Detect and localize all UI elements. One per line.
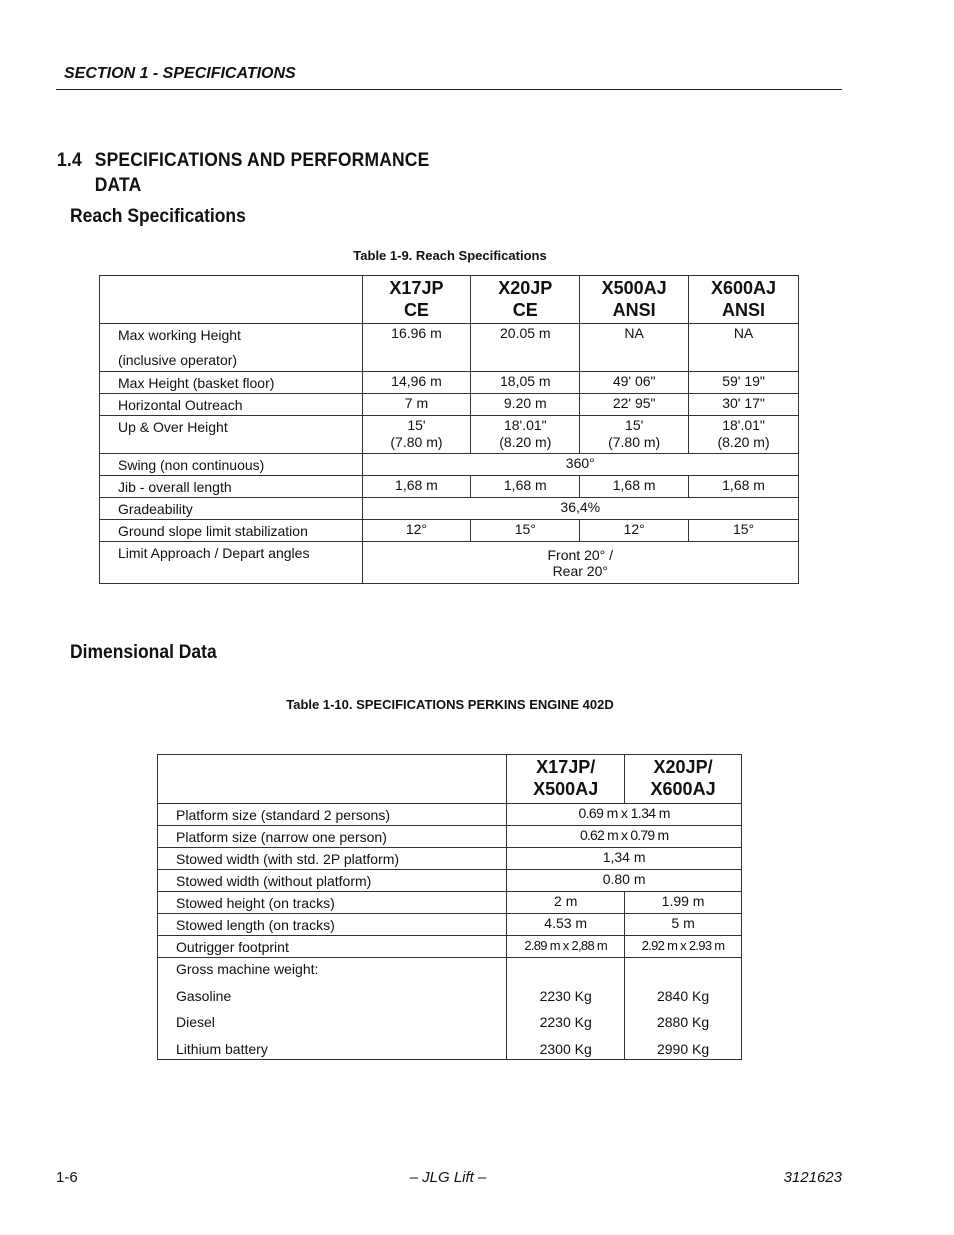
table-row xyxy=(100,324,799,372)
cell-value: NA xyxy=(689,324,799,372)
row-label: Stowed width (with std. 2P platform) xyxy=(158,848,507,870)
cell-value: 30' 17" xyxy=(689,394,799,416)
row-label: Outrigger footprint xyxy=(158,936,507,958)
row-label: Stowed height (on tracks) xyxy=(158,892,507,914)
page-number: 1-6 xyxy=(56,1169,78,1186)
row-label: Platform size (standard 2 persons) xyxy=(158,804,507,826)
reach-header-blank xyxy=(100,276,363,324)
section-heading xyxy=(57,150,429,197)
table-row xyxy=(158,826,742,848)
reach-header-row xyxy=(100,276,799,324)
reach-col-header: X17JP CE xyxy=(362,276,471,324)
cell-value: 16.96 m xyxy=(362,324,471,372)
cell-value: 18'.01" (8.20 m) xyxy=(471,416,580,454)
cell-value: 2.92 m x 2.93 m xyxy=(625,936,742,958)
dimensional-header-blank xyxy=(158,755,507,804)
table-row xyxy=(100,372,799,394)
dimensional-col-header: X17JP/ X500AJ xyxy=(507,755,625,804)
section-number: 1.4 xyxy=(57,150,82,171)
reach-heading: Reach Specifications xyxy=(70,206,246,227)
table-row xyxy=(100,542,799,584)
section-title-line2: DATA xyxy=(94,175,142,196)
cell-value: 1,68 m xyxy=(471,476,580,498)
cell-value: NA xyxy=(580,324,689,372)
footer-brand: – JLG Lift – xyxy=(409,1169,487,1186)
cell-value: 7 m xyxy=(362,394,471,416)
cell-value: 1,68 m xyxy=(580,476,689,498)
table-row xyxy=(158,870,742,892)
cell-value: 15° xyxy=(471,520,580,542)
row-label: Ground slope limit stabilization xyxy=(100,520,363,542)
cell-value: 59' 19" xyxy=(689,372,799,394)
reach-table-caption: Table 1-9. Reach Specifications xyxy=(353,248,547,263)
table-row xyxy=(158,958,742,1060)
reach-table xyxy=(99,275,799,584)
cell-value: 22' 95" xyxy=(580,394,689,416)
header-rule xyxy=(56,89,842,90)
cell-value: 1,68 m xyxy=(689,476,799,498)
cell-value: 2 m xyxy=(507,892,625,914)
cell-value: 49' 06" xyxy=(580,372,689,394)
row-label: Max Height (basket floor) xyxy=(100,372,363,394)
table-row xyxy=(158,804,742,826)
row-label: Platform size (narrow one person) xyxy=(158,826,507,848)
cell-value: 15' (7.80 m) xyxy=(362,416,471,454)
cell-value: Front 20° / Rear 20° xyxy=(362,542,798,584)
weight-item-label: Diesel xyxy=(176,1014,215,1030)
weight-item-label: Gasoline xyxy=(176,988,232,1004)
row-label: Stowed width (without platform) xyxy=(158,870,507,892)
cell-value: 0.80 m xyxy=(507,870,742,892)
dimensional-table xyxy=(157,754,742,1060)
cell-value: 1.99 m xyxy=(625,892,742,914)
cell-value: 20.05 m xyxy=(471,324,580,372)
table-row xyxy=(100,520,799,542)
row-label: Stowed length (on tracks) xyxy=(158,914,507,936)
cell-value: 12° xyxy=(580,520,689,542)
row-label: Jib - overall length xyxy=(100,476,363,498)
weight-item-label: Lithium battery xyxy=(176,1041,268,1057)
row-label: Gradeability xyxy=(100,498,363,520)
row-label: Up & Over Height xyxy=(100,416,363,454)
row-label: Limit Approach / Depart angles xyxy=(100,542,363,584)
table-row xyxy=(158,936,742,958)
cell-value: 15' (7.80 m) xyxy=(580,416,689,454)
cell-value: 9.20 m xyxy=(471,394,580,416)
dimensional-heading: Dimensional Data xyxy=(70,642,217,663)
table-row xyxy=(100,416,799,454)
dimensional-header-row xyxy=(158,755,742,804)
cell-value: 4.53 m xyxy=(507,914,625,936)
section-header: SECTION 1 - SPECIFICATIONS xyxy=(64,65,296,82)
cell-value: 12° xyxy=(362,520,471,542)
table-row xyxy=(158,914,742,936)
table-row xyxy=(100,498,799,520)
reach-col-header: X500AJ ANSI xyxy=(580,276,689,324)
cell-value: 2840 Kg 2880 Kg 2990 Kg xyxy=(625,958,742,1060)
reach-col-header: X600AJ ANSI xyxy=(689,276,799,324)
cell-value: 1,68 m xyxy=(362,476,471,498)
table-row xyxy=(100,454,799,476)
row-label: Max working Height (inclusive operator) xyxy=(100,324,363,372)
cell-value: 18,05 m xyxy=(471,372,580,394)
weight-heading: Gross machine weight: xyxy=(176,961,319,977)
dimensional-table-caption: Table 1-10. SPECIFICATIONS PERKINS ENGINE 402D xyxy=(286,697,614,712)
table-row xyxy=(158,848,742,870)
cell-value: 5 m xyxy=(625,914,742,936)
cell-value: 2230 Kg 2230 Kg 2300 Kg xyxy=(507,958,625,1060)
document-number: 3121623 xyxy=(783,1169,842,1186)
table-row xyxy=(158,892,742,914)
row-label: Swing (non continuous) xyxy=(100,454,363,476)
cell-value: 1,34 m xyxy=(507,848,742,870)
cell-value: 0.62 m x 0.79 m xyxy=(507,826,742,848)
row-label: Horizontal Outreach xyxy=(100,394,363,416)
cell-value: 14,96 m xyxy=(362,372,471,394)
cell-value: 360° xyxy=(362,454,798,476)
reach-col-header: X20JP CE xyxy=(471,276,580,324)
table-row xyxy=(100,476,799,498)
row-label xyxy=(158,958,507,1060)
cell-value: 2.89 m x 2,88 m xyxy=(507,936,625,958)
cell-value: 36,4% xyxy=(362,498,798,520)
section-title-line1: SPECIFICATIONS AND PERFORMANCE xyxy=(94,150,430,171)
dimensional-col-header: X20JP/ X600AJ xyxy=(625,755,742,804)
table-row xyxy=(100,394,799,416)
cell-value: 18'.01" (8.20 m) xyxy=(689,416,799,454)
cell-value: 15° xyxy=(689,520,799,542)
cell-value: 0.69 m x 1.34 m xyxy=(507,804,742,826)
